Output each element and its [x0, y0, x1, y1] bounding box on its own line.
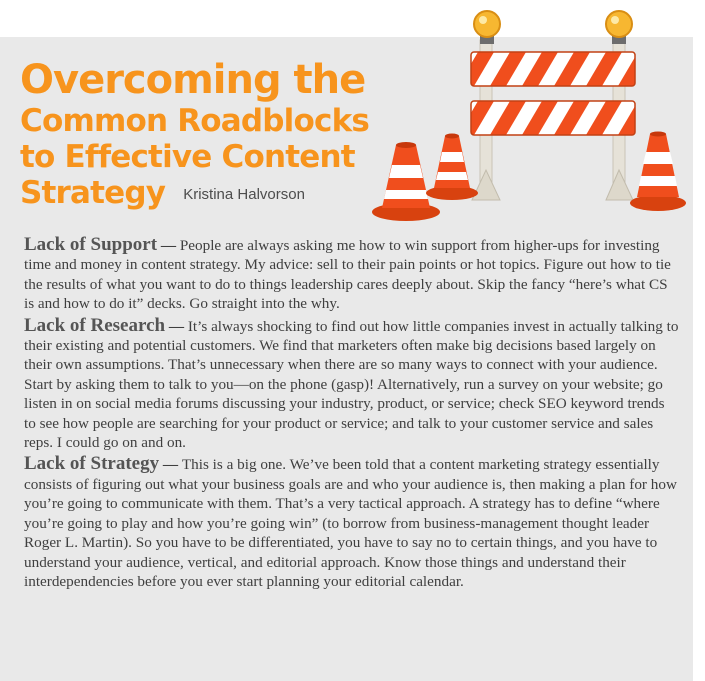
section-heading: Lack of Research — [24, 314, 166, 336]
warning-lamp-right-icon — [606, 11, 632, 44]
traffic-cone-right-icon — [630, 132, 686, 212]
em-dash: — — [157, 237, 180, 254]
em-dash: — — [159, 456, 182, 474]
barricade-board-bottom — [458, 101, 654, 135]
title-line-3: to Effective Content — [20, 139, 355, 175]
section-text: It’s always shocking to find out how little companies invest in actually talking to their existing and potential customers. We find that marketers often make big decisions based largely on their own assumptions. That’s unnecessary when there are so many ways to connect with your audience. Start by asking them to talk to you—on the phone (gasp)! Alternatively, run a survey on your website; go listen in on social media forums discussing your industry, product, or service; check SEO keyword trends to see how people are searching for your product or service; and talk to your customer service and sales reps. I could go on and on. — [24, 317, 679, 452]
author-byline: Kristina Halvorson — [183, 186, 305, 203]
em-dash: — — [165, 317, 188, 335]
warning-lamp-left-icon — [474, 11, 500, 44]
section-heading: Lack of Strategy — [24, 453, 160, 475]
section-lack-of-research — [24, 316, 679, 453]
article-body — [24, 235, 679, 593]
article-title — [20, 57, 440, 213]
title-line-4-text: Strategy — [20, 175, 166, 211]
title-line-4 — [20, 175, 440, 213]
section-lack-of-strategy — [24, 454, 679, 591]
section-text: This is a big one. We’ve been told that a content marketing strategy essentially consists of figuring out what your business goals are and who your audience is, then making a plan for how you’re going to communicate with them. That’s a very tactical approach. A strategy has to define “where you’re going to play and how you’re going win” (to borrow from business-management thought leader Roger L. Martin). So you have to be differentiated, you have to say no to certain things, and you have to understand your audience, vertical, and editorial approach. Know those things and understand their interdependencies before you ever start planning your editorial calendar. — [24, 456, 677, 590]
barricade-board-top — [458, 52, 654, 86]
section-text: People are always asking me how to win support from higher-ups for investing time and money in content strategy. My advice: sell to their pain points or hot topics. Figure out how to tie the results of what you want to do to things leadership cares deeply about. Skip the fancy “here’s what CS is and how to do it” decks. Go straight into the why. — [24, 237, 671, 313]
title-line-2: Common Roadblocks — [20, 103, 370, 139]
title-line-1: Overcoming the — [20, 57, 366, 103]
section-lack-of-support — [24, 235, 679, 314]
section-heading: Lack of Support — [24, 234, 158, 255]
